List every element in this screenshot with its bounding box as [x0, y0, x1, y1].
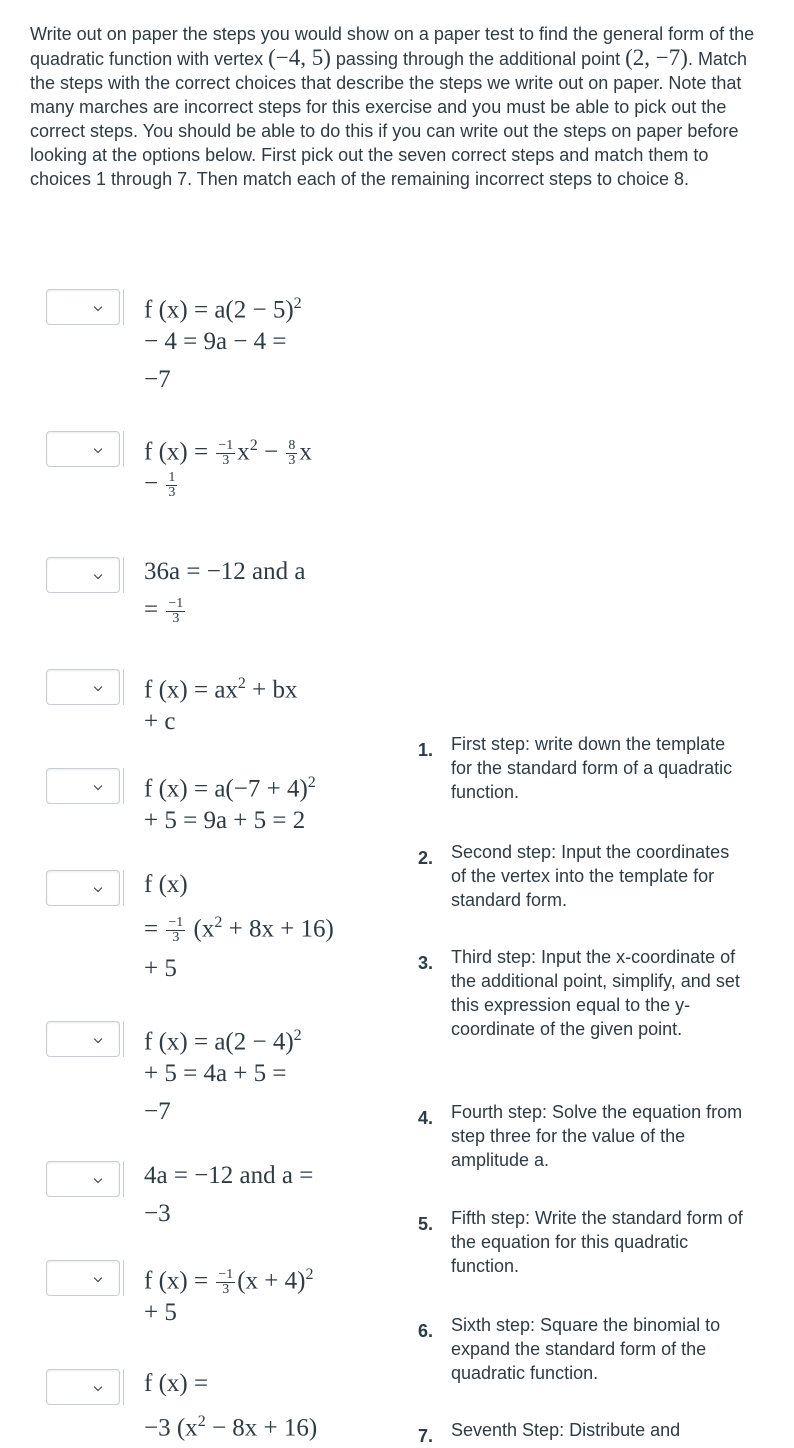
- choice-number: 6.: [418, 1321, 434, 1341]
- step-dropdown[interactable]: [46, 431, 120, 467]
- divider: [123, 431, 124, 467]
- chevron-down-icon: [94, 884, 102, 892]
- divider: [123, 768, 124, 804]
- chevron-down-icon: [94, 303, 102, 311]
- choice-number: 7.: [418, 1426, 434, 1446]
- choice-number: 1.: [418, 740, 434, 760]
- chevron-down-icon: [94, 445, 102, 453]
- choice-number: 5.: [418, 1214, 434, 1234]
- step-dropdown[interactable]: [46, 870, 120, 906]
- divider: [123, 289, 124, 325]
- choice-text: Third step: Input the x-coordinate of the additional point, simplify, and set this expression equal to the y-coordinate of the given point.: [451, 947, 740, 1039]
- divider: [123, 669, 124, 705]
- step-dropdown[interactable]: [46, 289, 120, 325]
- step-expression: f $(x) = a(-7 + 4)^2$ + 5 = 9a + 5 = 2: [144, 774, 316, 834]
- step-expression: f $(x) = ax^2$ + bx + c: [144, 675, 298, 735]
- choice-text: Second step: Input the coordinates of the vertex into the template for standard form.: [451, 842, 730, 910]
- step-expression: f (x) = $\frac{-1}{3}$ $x^2$ − $\frac{8}{3}$ x − $\frac{1}{3}$: [144, 437, 312, 500]
- divider: [123, 1021, 124, 1057]
- choice-number: 3.: [418, 953, 434, 973]
- point-value: (2, −7): [625, 45, 688, 70]
- divider: [123, 1369, 124, 1405]
- prompt-text-3: . Match the steps with the correct choices that describe the steps we write out on paper. Note that many marches are incorrect steps for this exercise and you must be able to pick out the correct steps. You should be able to do this if you can write out the steps on paper before looking at the options below. First pick out the seven correct steps and match them to choices 1 through 7. Then match each of the remaining incorrect steps to choice 8.: [30, 49, 747, 189]
- prompt-text-2: passing through the additional point: [330, 49, 626, 69]
- choice-number: 4.: [418, 1108, 434, 1128]
- step-expression: f (x) = −3 $(x^2 - 8x + 16)$: [144, 1370, 318, 1442]
- step-expression: f (x) = $\frac{-1}{3}$ $(x + 4)^2$ + 5: [144, 1266, 314, 1326]
- divider: [123, 870, 124, 906]
- step-expression: f $(x) = a(2 - 5)^2$ − 4 = 9a − 4 = −7: [144, 295, 302, 393]
- step-expression: f (x) = $\frac{-1}{3}$ $(x^2 + 8x + 16)$ + 5: [144, 871, 334, 982]
- choice-number: 2.: [418, 848, 434, 868]
- chevron-down-icon: [94, 683, 102, 691]
- chevron-down-icon: [94, 1175, 102, 1183]
- step-dropdown[interactable]: [46, 1021, 120, 1057]
- divider: [123, 1161, 124, 1197]
- step-expression: 4a = −12 and a = −3: [144, 1162, 314, 1227]
- chevron-down-icon: [94, 571, 102, 579]
- step-dropdown[interactable]: [46, 1161, 120, 1197]
- question-prompt: [30, 22, 760, 191]
- choice-text: Fourth step: Solve the equation from step three for the value of the amplitude a.: [451, 1102, 743, 1170]
- chevron-down-icon: [94, 1383, 102, 1391]
- choice-text: Seventh Step: Distribute and: [451, 1420, 681, 1440]
- prompt-text-1: Write out on paper the steps you would show on a paper test to find the general form of the quadratic function with vertex: [30, 24, 755, 69]
- step-expression: 36a = −12 and a = $\frac{-1}{3}$: [144, 558, 306, 626]
- step-dropdown[interactable]: [46, 669, 120, 705]
- divider: [123, 557, 124, 593]
- step-dropdown[interactable]: [46, 1369, 120, 1405]
- choice-text: First step: write down the template for the standard form of a quadratic function.: [451, 734, 733, 802]
- chevron-down-icon: [94, 1274, 102, 1282]
- choice-text: Sixth step: Square the binomial to expand the standard form of the quadratic function.: [451, 1315, 721, 1383]
- choice-text: Fifth step: Write the standard form of the equation for this quadratic function.: [451, 1208, 743, 1276]
- step-dropdown[interactable]: [46, 557, 120, 593]
- step-dropdown[interactable]: [46, 1260, 120, 1296]
- chevron-down-icon: [94, 1035, 102, 1043]
- divider: [123, 1260, 124, 1296]
- step-expression: f $(x) = a(2 - 4)^2$ + 5 = 4a + 5 = −7: [144, 1027, 302, 1125]
- chevron-down-icon: [94, 782, 102, 790]
- step-dropdown[interactable]: [46, 768, 120, 804]
- vertex-value: (−4, 5): [268, 45, 331, 70]
